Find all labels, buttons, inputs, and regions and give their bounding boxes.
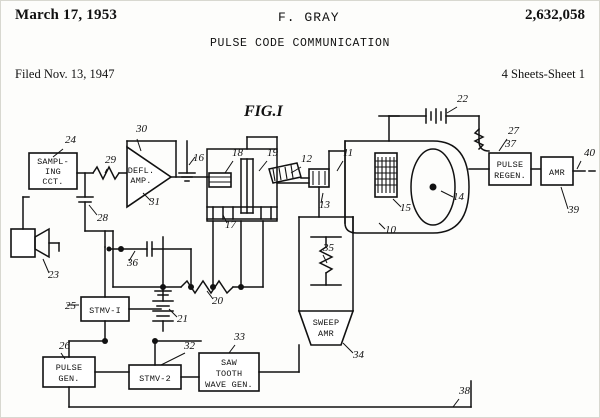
crt-gun	[375, 116, 437, 197]
block-label-sweep-1: SWEEP	[312, 318, 340, 328]
block-label-sampling-1: SAMPL-	[37, 157, 69, 167]
ref-19: 19	[267, 147, 278, 159]
ref-38: 38	[459, 385, 470, 397]
ref-29: 29	[105, 154, 116, 166]
circuit-diagram	[1, 1, 600, 418]
ref-22: 22	[457, 93, 468, 105]
block-label-regen-2: REGEN.	[494, 171, 526, 181]
block-label-amr: AMR	[549, 168, 565, 178]
patent-date: March 17, 1953	[15, 7, 118, 23]
ref-31: 31	[149, 196, 160, 208]
ref-39: 39	[568, 204, 579, 216]
battery-22	[389, 109, 489, 151]
block-saw-tooth-wave-gen[interactable]	[181, 345, 299, 391]
ref-12: 12	[301, 153, 312, 165]
block-label-sweep-2: AMR	[318, 329, 334, 339]
ref-25: 25	[65, 300, 76, 312]
reference-leaders	[43, 107, 581, 407]
ref-30: 30	[136, 123, 147, 135]
block-sampling-cct[interactable]	[29, 153, 77, 189]
block-label-pulsegen-1: PULSE	[55, 363, 83, 373]
ref-37: 37	[505, 138, 516, 150]
patent-title: PULSE CODE COMMUNICATION	[209, 37, 391, 50]
block-label-pulsegen-2: GEN.	[58, 374, 80, 384]
ref-10: 10	[385, 224, 396, 236]
block-label-stmv2: STMV-2	[139, 374, 171, 384]
block-label-saw-1: SAW	[221, 358, 237, 368]
block-amr[interactable]	[541, 157, 595, 185]
reference-numerals	[48, 93, 596, 397]
ref-18: 18	[232, 147, 243, 159]
ref-32: 32	[184, 340, 195, 352]
ref-23: 23	[48, 269, 59, 281]
ref-36: 36	[127, 257, 138, 269]
block-label-defl-2: AMP.	[130, 176, 152, 186]
ref-17: 17	[225, 219, 236, 231]
ref-26: 26	[59, 340, 70, 352]
block-label-sampling-2: ING	[45, 167, 61, 177]
crt-envelope	[345, 141, 469, 233]
capacitor-36	[107, 242, 192, 287]
ref-34: 34	[353, 349, 364, 361]
ref-24: 24	[65, 134, 76, 146]
block-stmv-1[interactable]	[81, 231, 161, 321]
ref-20: 20	[212, 295, 223, 307]
block-pulse-regen[interactable]	[469, 153, 541, 185]
ref-35: 35	[323, 242, 334, 254]
patent-inventor: F. GRAY	[278, 10, 340, 25]
ref-33: 33	[234, 331, 245, 343]
figure-label: FIG.I	[244, 103, 283, 120]
patent-filed-date: Filed Nov. 13, 1947	[15, 67, 115, 81]
block-label-sampling-3: CCT.	[42, 177, 64, 187]
patent-number: 2,632,058	[525, 7, 585, 23]
ref-16: 16	[193, 152, 204, 164]
block-sweep-amr[interactable]	[299, 217, 353, 345]
ref-40: 40	[584, 147, 595, 159]
block-label-stmv1: STMV-I	[89, 306, 121, 316]
ref-13: 13	[319, 199, 330, 211]
ref-11: 11	[343, 147, 354, 159]
deflection-plates-18-19	[207, 149, 301, 221]
ref-27: 27	[508, 125, 519, 137]
ref-15: 15	[400, 202, 411, 214]
block-label-saw-3: WAVE GEN.	[205, 380, 253, 390]
block-label-defl-1: DEFL.	[127, 166, 155, 176]
ref-28: 28	[97, 212, 108, 224]
block-defl-amp[interactable]	[127, 141, 207, 207]
block-label-saw-2: TOOTH	[215, 369, 243, 379]
ref-21: 21	[177, 313, 188, 325]
ref-14: 14	[453, 191, 464, 203]
patent-sheet-count: 4 Sheets-Sheet 1	[501, 67, 585, 81]
block-label-regen-1: PULSE	[496, 160, 524, 170]
microphone-23	[11, 197, 59, 257]
